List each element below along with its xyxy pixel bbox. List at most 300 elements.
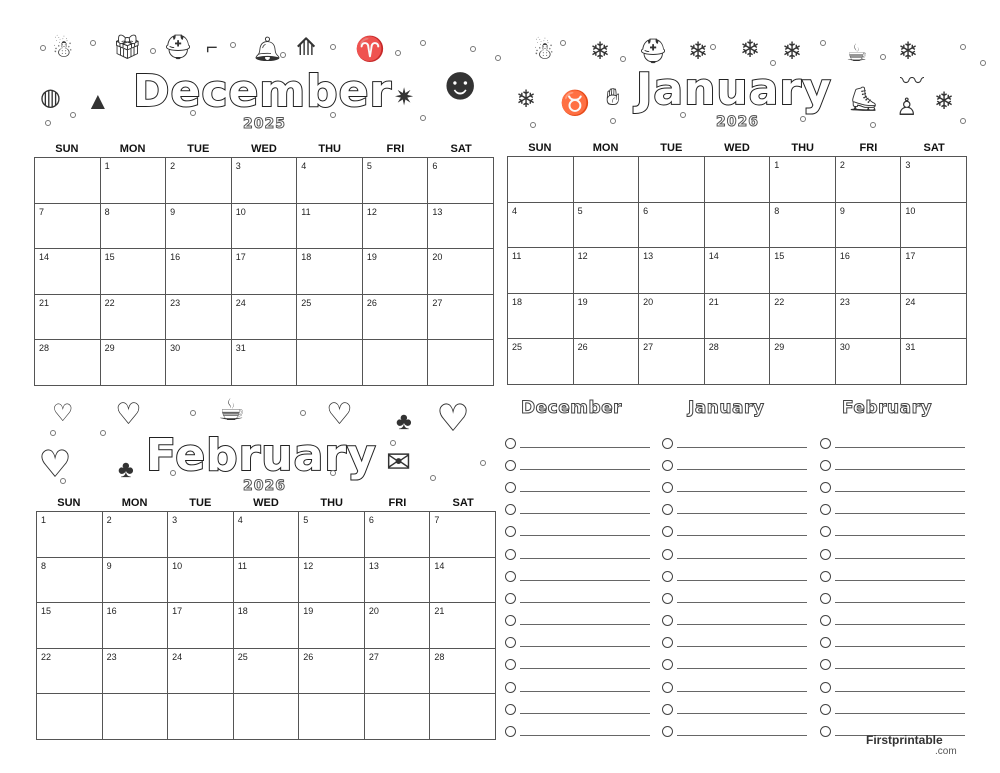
day-cell: 6 xyxy=(639,203,705,249)
day-cell: 24 xyxy=(168,649,234,695)
write-line xyxy=(677,691,807,692)
day-cell: 22 xyxy=(101,295,167,341)
day-cell: 11 xyxy=(297,204,363,250)
snow-dot xyxy=(480,460,486,466)
snow-dot xyxy=(40,45,46,51)
list-item[interactable] xyxy=(820,543,965,565)
day-cell: 22 xyxy=(37,649,103,695)
snow-dot xyxy=(395,50,401,56)
write-line xyxy=(835,713,965,714)
checkbox-circle-icon[interactable] xyxy=(662,549,673,560)
day-cell: 5 xyxy=(574,203,640,249)
write-line xyxy=(677,713,807,714)
checkbox-circle-icon[interactable] xyxy=(662,460,673,471)
tree-icon: ⟰ xyxy=(296,34,317,61)
day-cell: 8 xyxy=(37,558,103,604)
write-line xyxy=(520,668,650,669)
snow-dot xyxy=(620,56,626,62)
day-grid xyxy=(36,511,496,740)
list-item[interactable] xyxy=(820,587,965,609)
checkbox-circle-icon[interactable] xyxy=(820,593,831,604)
list-item[interactable] xyxy=(662,654,807,676)
day-cell: 11 xyxy=(508,248,574,294)
list-item[interactable] xyxy=(505,454,650,476)
write-line xyxy=(677,602,807,603)
list-item[interactable] xyxy=(662,632,807,654)
snowflake-icon: ❄ xyxy=(688,38,709,65)
weekday-header xyxy=(34,143,494,155)
list-title-february: February xyxy=(842,398,933,418)
snowman-icon: ☃ xyxy=(52,36,74,63)
list-item[interactable] xyxy=(662,676,807,698)
day-cell xyxy=(234,694,300,740)
snow-dot xyxy=(60,478,66,484)
checkbox-circle-icon[interactable] xyxy=(820,637,831,648)
snowman-icon: ☃ xyxy=(533,38,555,65)
snow-dot xyxy=(100,430,106,436)
write-line xyxy=(835,513,965,514)
candy-cane-icon: ⌐ xyxy=(206,37,218,59)
day-cell: 26 xyxy=(574,339,640,385)
list-item[interactable] xyxy=(662,499,807,521)
day-cell: 18 xyxy=(297,249,363,295)
weekday-label: THU xyxy=(318,143,341,155)
snow-dot xyxy=(300,410,306,416)
day-cell: 4 xyxy=(297,158,363,204)
list-item[interactable] xyxy=(505,698,650,720)
checkbox-circle-icon[interactable] xyxy=(662,726,673,737)
day-cell: 23 xyxy=(836,294,902,340)
write-line xyxy=(520,646,650,647)
snow-dot xyxy=(420,40,426,46)
checkbox-circle-icon[interactable] xyxy=(505,438,516,449)
day-cell xyxy=(297,340,363,386)
day-grid xyxy=(34,157,494,386)
write-line xyxy=(677,558,807,559)
write-line xyxy=(677,469,807,470)
weekday-label: FRI xyxy=(859,142,878,154)
day-cell: 27 xyxy=(639,339,705,385)
weekday-label: MON xyxy=(121,497,148,509)
christmas-tree-icon: ▲ xyxy=(86,88,110,115)
weekday-label: SUN xyxy=(57,497,81,509)
checkbox-circle-icon[interactable] xyxy=(662,438,673,449)
checkbox-circle-icon[interactable] xyxy=(820,659,831,670)
snowflake-icon: ❄ xyxy=(898,38,919,65)
snow-dot xyxy=(560,40,566,46)
list-item[interactable] xyxy=(820,476,965,498)
day-cell xyxy=(574,157,640,203)
snow-dot xyxy=(90,40,96,46)
weekday-label: TUE xyxy=(187,143,210,155)
checkbox-circle-icon[interactable] xyxy=(505,504,516,515)
balloon-icon: ♡ xyxy=(436,398,471,440)
december-list xyxy=(505,432,650,743)
day-cell: 1 xyxy=(37,512,103,558)
list-item[interactable] xyxy=(505,499,650,521)
write-line xyxy=(677,668,807,669)
day-cell: 12 xyxy=(299,558,365,604)
weekday-label: SUN xyxy=(55,143,79,155)
list-title-january: January xyxy=(688,398,765,418)
day-cell: 2 xyxy=(836,157,902,203)
list-item[interactable] xyxy=(505,565,650,587)
list-item[interactable] xyxy=(662,454,807,476)
clover-icon: ♣ xyxy=(396,408,412,435)
day-cell: 20 xyxy=(365,603,431,649)
day-cell xyxy=(365,694,431,740)
snow-dot xyxy=(610,118,616,124)
list-item[interactable] xyxy=(820,610,965,632)
checkbox-circle-icon[interactable] xyxy=(505,615,516,626)
list-item[interactable] xyxy=(820,676,965,698)
day-cell: 27 xyxy=(428,295,494,341)
snow-dot xyxy=(45,120,51,126)
day-cell: 11 xyxy=(234,558,300,604)
day-cell: 10 xyxy=(168,558,234,604)
write-line xyxy=(835,447,965,448)
snow-dot xyxy=(980,60,986,66)
day-cell xyxy=(428,340,494,386)
day-cell: 13 xyxy=(639,248,705,294)
day-cell: 19 xyxy=(574,294,640,340)
day-cell: 20 xyxy=(428,249,494,295)
day-cell: 19 xyxy=(299,603,365,649)
weekday-label: MON xyxy=(592,142,619,154)
snow-dot xyxy=(770,60,776,66)
day-cell: 18 xyxy=(508,294,574,340)
checkbox-circle-icon[interactable] xyxy=(662,593,673,604)
stocking-icon: ♈ xyxy=(355,36,385,63)
day-cell xyxy=(37,694,103,740)
checkbox-circle-icon[interactable] xyxy=(662,682,673,693)
day-cell: 1 xyxy=(770,157,836,203)
checkbox-circle-icon[interactable] xyxy=(505,659,516,670)
write-line xyxy=(677,646,807,647)
day-cell: 28 xyxy=(430,649,496,695)
write-line xyxy=(835,602,965,603)
heart-arrow-icon: ♡ xyxy=(115,398,142,431)
day-cell: 31 xyxy=(232,340,298,386)
list-item[interactable] xyxy=(662,698,807,720)
snow-dot xyxy=(960,118,966,124)
day-cell xyxy=(168,694,234,740)
lock-heart-icon: ♡ xyxy=(38,444,73,486)
write-line xyxy=(677,447,807,448)
day-cell: 7 xyxy=(35,204,101,250)
ornament-icon: ◍ xyxy=(40,84,61,111)
gift-icon: 🎁︎ xyxy=(112,34,143,61)
snow-dot xyxy=(70,112,76,118)
day-cell: 7 xyxy=(430,512,496,558)
snow-dot xyxy=(150,48,156,54)
list-item[interactable] xyxy=(505,632,650,654)
day-cell: 1 xyxy=(101,158,167,204)
list-item[interactable] xyxy=(820,499,965,521)
heart-icon: ♡ xyxy=(52,400,74,427)
list-item[interactable] xyxy=(505,654,650,676)
snowflake-icon: ❄ xyxy=(590,38,611,65)
day-cell: 21 xyxy=(430,603,496,649)
day-cell: 19 xyxy=(363,249,429,295)
star-icon: ✷ xyxy=(394,84,415,111)
day-cell: 21 xyxy=(35,295,101,341)
day-cell: 14 xyxy=(705,248,771,294)
weekday-label: WED xyxy=(251,143,277,155)
write-line xyxy=(520,513,650,514)
day-cell: 25 xyxy=(234,649,300,695)
day-cell: 14 xyxy=(35,249,101,295)
snow-dot xyxy=(870,122,876,128)
day-cell: 12 xyxy=(363,204,429,250)
write-line xyxy=(835,535,965,536)
write-line xyxy=(835,558,965,559)
day-cell: 4 xyxy=(234,512,300,558)
write-line xyxy=(835,469,965,470)
weekday-label: SUN xyxy=(528,142,552,154)
january-year: 2026 xyxy=(716,114,759,130)
day-cell: 12 xyxy=(574,248,640,294)
checkbox-circle-icon[interactable] xyxy=(820,682,831,693)
checkbox-circle-icon[interactable] xyxy=(820,549,831,560)
checkbox-circle-icon[interactable] xyxy=(505,704,516,715)
list-item[interactable] xyxy=(820,454,965,476)
day-cell: 16 xyxy=(836,248,902,294)
write-line xyxy=(835,691,965,692)
day-cell: 15 xyxy=(101,249,167,295)
write-line xyxy=(835,580,965,581)
day-cell: 23 xyxy=(103,649,169,695)
checkbox-circle-icon[interactable] xyxy=(662,571,673,582)
day-cell: 24 xyxy=(901,294,967,340)
day-cell: 5 xyxy=(299,512,365,558)
heart-icon: ♡ xyxy=(326,398,353,431)
day-cell xyxy=(430,694,496,740)
checkbox-circle-icon[interactable] xyxy=(662,637,673,648)
write-line xyxy=(520,580,650,581)
weekday-label: SAT xyxy=(923,142,945,154)
checkbox-circle-icon[interactable] xyxy=(505,460,516,471)
list-item[interactable] xyxy=(505,432,650,454)
checkbox-circle-icon[interactable] xyxy=(820,504,831,515)
snowflake-icon: ❄ xyxy=(934,88,955,115)
snowflake-icon: ❄ xyxy=(516,86,537,113)
list-item[interactable] xyxy=(820,654,965,676)
list-item[interactable] xyxy=(662,610,807,632)
checkbox-circle-icon[interactable] xyxy=(505,482,516,493)
snow-dot xyxy=(710,44,716,50)
checkbox-circle-icon[interactable] xyxy=(820,726,831,737)
list-item[interactable] xyxy=(820,432,965,454)
february-list xyxy=(820,432,965,743)
snow-dot xyxy=(530,122,536,128)
write-line xyxy=(677,513,807,514)
reindeer-icon: ♉ xyxy=(560,90,590,117)
day-cell: 28 xyxy=(705,339,771,385)
day-cell: 25 xyxy=(297,295,363,341)
day-cell: 22 xyxy=(770,294,836,340)
day-cell: 20 xyxy=(639,294,705,340)
day-cell: 31 xyxy=(901,339,967,385)
beanie-icon: ⛑︎ xyxy=(638,38,669,65)
weekday-label: SAT xyxy=(450,143,472,155)
day-cell: 15 xyxy=(37,603,103,649)
write-line xyxy=(520,735,650,736)
day-cell: 27 xyxy=(365,649,431,695)
write-line xyxy=(677,580,807,581)
list-item[interactable] xyxy=(505,676,650,698)
write-line xyxy=(520,691,650,692)
checkbox-circle-icon[interactable] xyxy=(505,637,516,648)
write-line xyxy=(520,447,650,448)
write-line xyxy=(520,469,650,470)
list-item[interactable] xyxy=(820,698,965,720)
snow-dot xyxy=(330,112,336,118)
ice-skate-icon: ⛸︎ xyxy=(848,86,879,113)
day-cell: 8 xyxy=(101,204,167,250)
write-line xyxy=(520,713,650,714)
snow-dot xyxy=(430,475,436,481)
mug-icon: ☕︎ xyxy=(846,40,868,67)
day-cell: 8 xyxy=(770,203,836,249)
snow-dot xyxy=(495,55,501,61)
write-line xyxy=(520,624,650,625)
list-item[interactable] xyxy=(505,521,650,543)
checkbox-circle-icon[interactable] xyxy=(505,726,516,737)
envelope-icon: ✉ xyxy=(386,446,412,479)
day-cell: 17 xyxy=(901,248,967,294)
checkbox-circle-icon[interactable] xyxy=(820,615,831,626)
day-cell: 24 xyxy=(232,295,298,341)
write-line xyxy=(835,646,965,647)
day-cell: 21 xyxy=(705,294,771,340)
weekday-label: FRI xyxy=(386,143,405,155)
snowflake-icon: ❄ xyxy=(740,36,761,63)
day-cell: 3 xyxy=(168,512,234,558)
clover-icon: ♣ xyxy=(118,456,134,483)
checkbox-circle-icon[interactable] xyxy=(505,682,516,693)
list-item[interactable] xyxy=(662,565,807,587)
day-cell: 10 xyxy=(901,203,967,249)
list-item[interactable] xyxy=(820,521,965,543)
february-title: February xyxy=(146,430,377,481)
snow-dot xyxy=(50,430,56,436)
checkbox-circle-icon[interactable] xyxy=(662,526,673,537)
cups-icon: ☕︎ xyxy=(218,394,245,427)
day-cell: 26 xyxy=(299,649,365,695)
santa-icon: ☻ xyxy=(436,57,485,109)
list-item[interactable] xyxy=(505,720,650,742)
write-line xyxy=(520,602,650,603)
checkbox-circle-icon[interactable] xyxy=(820,526,831,537)
checkbox-circle-icon[interactable] xyxy=(662,482,673,493)
day-cell: 30 xyxy=(166,340,232,386)
checkbox-circle-icon[interactable] xyxy=(662,615,673,626)
day-cell: 29 xyxy=(101,340,167,386)
day-cell: 25 xyxy=(508,339,574,385)
day-cell: 13 xyxy=(428,204,494,250)
day-cell: 3 xyxy=(901,157,967,203)
day-cell: 30 xyxy=(836,339,902,385)
snow-dot xyxy=(330,470,336,476)
day-cell: 28 xyxy=(35,340,101,386)
list-item[interactable] xyxy=(662,476,807,498)
list-item[interactable] xyxy=(505,587,650,609)
list-item[interactable] xyxy=(662,543,807,565)
checkbox-circle-icon[interactable] xyxy=(505,526,516,537)
list-item[interactable] xyxy=(820,632,965,654)
write-line xyxy=(520,535,650,536)
weekday-header xyxy=(36,497,496,509)
snow-dot xyxy=(190,410,196,416)
checkbox-circle-icon[interactable] xyxy=(662,504,673,515)
list-item[interactable] xyxy=(820,565,965,587)
snow-dot xyxy=(230,42,236,48)
snow-dot xyxy=(420,115,426,121)
list-item[interactable] xyxy=(505,543,650,565)
brand-suffix: .com xyxy=(935,746,957,757)
checkbox-circle-icon[interactable] xyxy=(505,571,516,582)
day-cell: 4 xyxy=(508,203,574,249)
day-cell: 2 xyxy=(166,158,232,204)
list-item[interactable] xyxy=(662,432,807,454)
snow-dot xyxy=(330,44,336,50)
weekday-label: WED xyxy=(253,497,279,509)
day-cell xyxy=(363,340,429,386)
checkbox-circle-icon[interactable] xyxy=(820,438,831,449)
checkbox-circle-icon[interactable] xyxy=(820,460,831,471)
day-cell xyxy=(299,694,365,740)
day-cell: 15 xyxy=(770,248,836,294)
list-item[interactable] xyxy=(662,587,807,609)
mitten-icon: ✋︎ xyxy=(606,84,620,111)
checkbox-circle-icon[interactable] xyxy=(820,704,831,715)
write-line xyxy=(677,491,807,492)
checkbox-circle-icon[interactable] xyxy=(505,549,516,560)
day-cell: 16 xyxy=(103,603,169,649)
checkbox-circle-icon[interactable] xyxy=(820,571,831,582)
write-line xyxy=(677,624,807,625)
list-item[interactable] xyxy=(662,720,807,742)
day-cell: 14 xyxy=(430,558,496,604)
checkbox-circle-icon[interactable] xyxy=(662,704,673,715)
checkbox-circle-icon[interactable] xyxy=(505,593,516,604)
checkbox-circle-icon[interactable] xyxy=(662,659,673,670)
day-cell: 17 xyxy=(168,603,234,649)
checkbox-circle-icon[interactable] xyxy=(820,482,831,493)
bell-icon: 🔔︎ xyxy=(252,36,283,63)
snow-dot xyxy=(820,40,826,46)
day-cell: 9 xyxy=(836,203,902,249)
write-line xyxy=(835,668,965,669)
list-item[interactable] xyxy=(505,610,650,632)
december-title: December xyxy=(133,66,393,117)
day-cell: 26 xyxy=(363,295,429,341)
list-item[interactable] xyxy=(505,476,650,498)
weekday-header xyxy=(507,142,967,154)
january-title: January xyxy=(636,64,832,115)
february-calendar xyxy=(36,497,496,740)
snow-dot xyxy=(960,44,966,50)
day-cell: 9 xyxy=(103,558,169,604)
day-cell xyxy=(705,203,771,249)
february-year: 2026 xyxy=(243,478,286,494)
snow-dot xyxy=(800,116,806,122)
list-item[interactable] xyxy=(662,521,807,543)
day-cell xyxy=(103,694,169,740)
day-cell: 2 xyxy=(103,512,169,558)
weekday-label: THU xyxy=(320,497,343,509)
